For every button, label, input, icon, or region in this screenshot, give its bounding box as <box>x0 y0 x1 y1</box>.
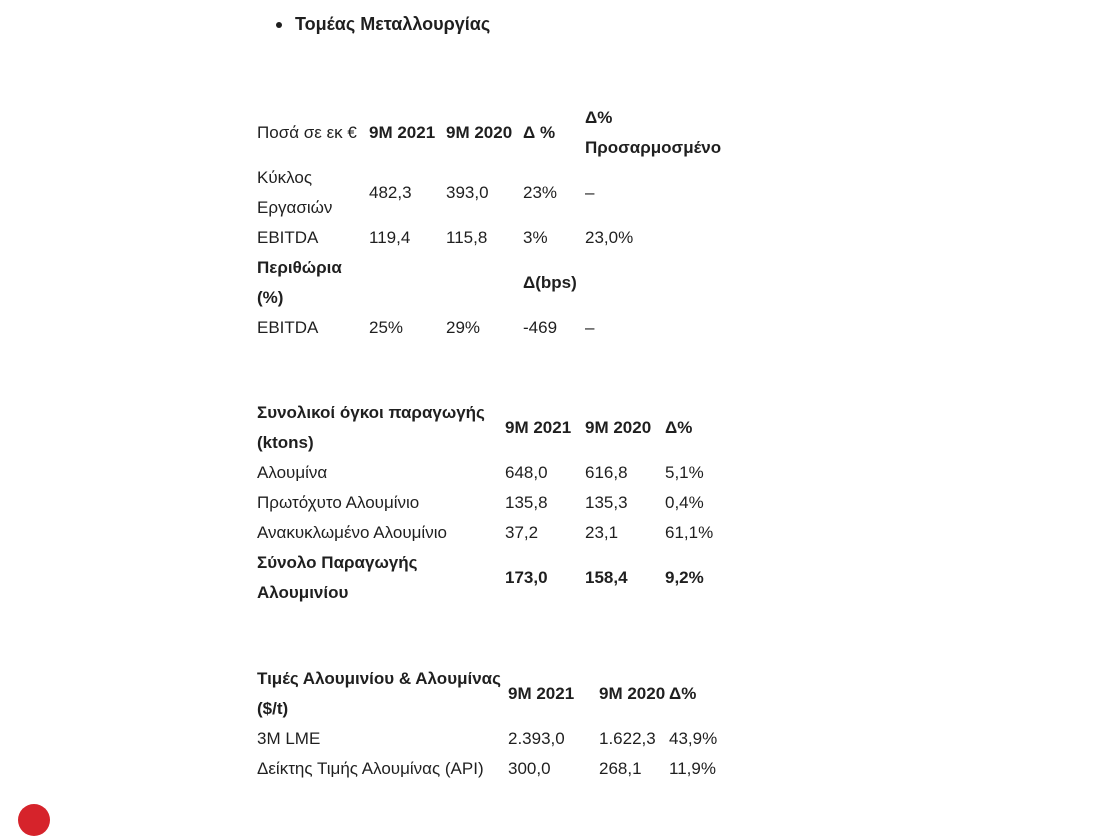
table-cell: 2.393,0 <box>508 729 565 748</box>
table-header-cell: Δ(bps) <box>523 273 577 292</box>
table-row <box>257 163 735 223</box>
table-cell: 173,0 <box>505 568 548 587</box>
table-header-cell: 9M 2020 <box>446 123 513 142</box>
table-row <box>257 724 729 754</box>
table-cell: 0,4% <box>665 493 704 512</box>
prices-table <box>257 664 729 784</box>
table-cell: – <box>585 318 595 337</box>
table-row <box>257 223 735 253</box>
table-cell: 268,1 <box>599 759 642 778</box>
bullet-dot-icon <box>276 22 282 28</box>
table-cell: Σύνολο Παραγωγής Αλουμινίου <box>257 553 418 602</box>
section-title <box>276 14 490 35</box>
table-header-cell: 9M 2021 <box>505 418 572 437</box>
table-cell: Αλουμίνα <box>257 463 328 482</box>
table-header-cell: 9M 2021 <box>508 684 575 703</box>
table-cell: 3M LME <box>257 729 321 748</box>
table-cell: 393,0 <box>446 183 489 202</box>
table-header-row <box>257 398 727 458</box>
table-cell: 23% <box>523 183 558 202</box>
table-cell: Πρωτόχυτο Αλουμίνιο <box>257 493 420 512</box>
table-cell: Δείκτης Τιμής Αλουμίνας (API) <box>257 759 484 778</box>
table-cell: 43,9% <box>669 729 718 748</box>
table-row <box>257 518 727 548</box>
table-header-cell: 9M 2020 <box>599 684 666 703</box>
table-cell: Κύκλος Εργασιών <box>257 168 333 217</box>
table-cell: 119,4 <box>369 228 411 247</box>
table-cell: 1.622,3 <box>599 729 656 748</box>
table-row <box>257 488 727 518</box>
table-cell: 482,3 <box>369 183 412 202</box>
table-cell: 115,8 <box>446 228 488 247</box>
table-cell: 648,0 <box>505 463 548 482</box>
table-cell: 23,0% <box>585 228 634 247</box>
table-cell <box>369 253 446 313</box>
table-cell: EBITDA <box>257 318 319 337</box>
table-row <box>257 313 735 343</box>
table-cell <box>446 253 523 313</box>
table-cell: 37,2 <box>505 523 539 542</box>
table-cell: Ανακυκλωμένο Αλουμίνιο <box>257 523 447 542</box>
table-cell: 29% <box>446 318 481 337</box>
table-header-cell: 9M 2020 <box>585 418 652 437</box>
table-cell: 23,1 <box>585 523 619 542</box>
table-cell: 25% <box>369 318 404 337</box>
table-subheader-row <box>257 253 735 313</box>
table-header-row <box>257 103 735 163</box>
table-row <box>257 754 729 784</box>
production-table <box>257 398 727 608</box>
table-cell: 5,1% <box>665 463 704 482</box>
table-cell <box>585 253 735 313</box>
table-header-cell: 9M 2021 <box>369 123 436 142</box>
table-cell: 135,8 <box>505 493 548 512</box>
section-title-text: Τομέας Μεταλλουργίας <box>295 14 491 34</box>
table-header-cell: Ποσά σε εκ € <box>257 123 357 142</box>
table-header-cell: Περιθώρια (%) <box>257 258 342 307</box>
table-header-cell: Δ% Προσαρμοσμένο <box>585 108 722 157</box>
table-cell: 61,1% <box>665 523 714 542</box>
table-cell: -469 <box>523 318 558 337</box>
table-cell: 11,9% <box>669 759 716 778</box>
table-cell: 9,2% <box>665 568 704 587</box>
table-cell: 300,0 <box>508 759 551 778</box>
table-header-cell: Συνολικοί όγκοι παραγωγής (ktons) <box>257 403 485 452</box>
table-cell: 616,8 <box>585 463 628 482</box>
table-cell: EBITDA <box>257 228 319 247</box>
table-header-cell: Δ% <box>669 684 697 703</box>
table-header-cell: Δ % <box>523 123 556 142</box>
table-header-row <box>257 664 729 724</box>
financials-table <box>257 103 735 343</box>
table-header-cell: Δ% <box>665 418 693 437</box>
table-row <box>257 458 727 488</box>
table-total-row <box>257 548 727 608</box>
table-cell: 3% <box>523 228 548 247</box>
table-header-cell: Τιμές Αλουμινίου & Αλουμίνας ($/t) <box>257 669 501 718</box>
table-cell: 158,4 <box>585 568 628 587</box>
table-cell: 135,3 <box>585 493 628 512</box>
table-cell: – <box>585 183 595 202</box>
